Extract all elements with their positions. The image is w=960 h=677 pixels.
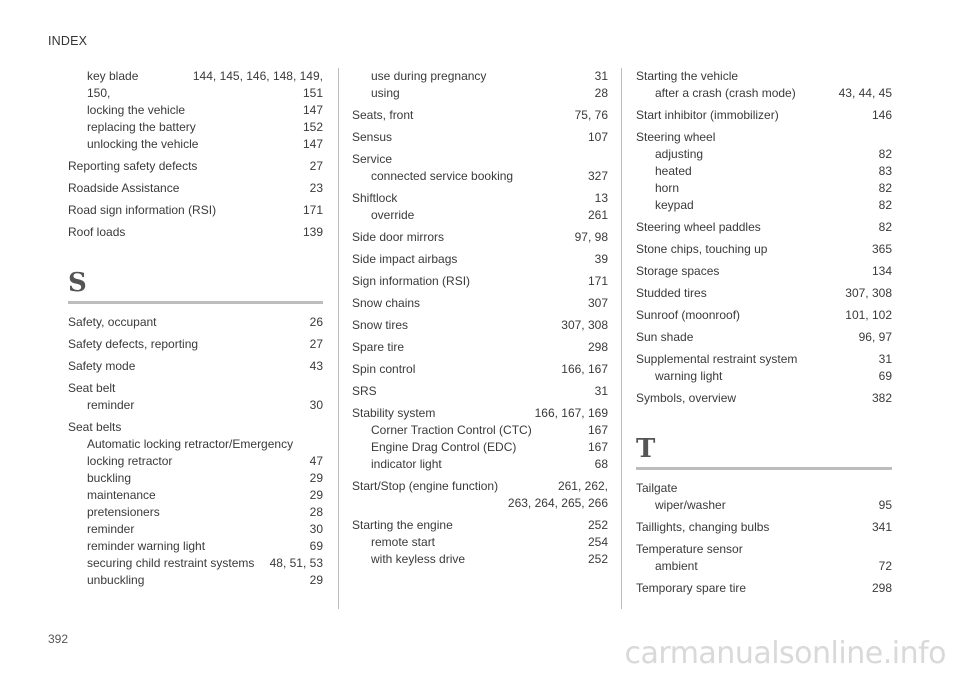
index-subterm [68,85,323,102]
index-entry [352,317,608,334]
index-term [636,390,892,407]
index-term [636,68,892,85]
page-header-title: INDEX [48,34,88,48]
index-subterm [352,495,608,512]
watermark: carmanualsonline.info [624,636,946,671]
page-reference: 27 [309,337,323,351]
entry-group [352,68,608,568]
index-subterm [68,102,323,119]
index-term [352,190,608,207]
page-reference: 167 [587,440,608,454]
entry-group [636,68,892,407]
index-subterm [352,534,608,551]
term-text: with keyless drive [371,552,466,566]
page-reference: 30 [309,522,323,536]
index-entry [352,405,608,473]
page-reference: 23 [309,181,323,195]
term-text: maintenance [87,488,156,502]
index-term [68,180,323,197]
index-entry [636,68,892,102]
section-letter-heading: T [636,434,656,464]
index-subterm [352,168,608,185]
index-term [636,307,892,324]
term-text: Taillights, changing bulbs [636,520,770,534]
page-reference: 107 [587,130,608,144]
term-text: Safety, occupant [68,315,157,329]
index-entry [636,480,892,514]
term-text: reminder warning light [87,539,206,553]
term-text: Snow chains [352,296,421,310]
index-subterm [352,456,608,473]
term-text: Studded tires [636,286,707,300]
page-reference: 171 [587,274,608,288]
page-reference: 95 [878,498,892,512]
index-entry [636,541,892,575]
term-text: locking the vehicle [87,103,186,117]
index-entry [352,229,608,246]
term-text: Side impact airbags [352,252,458,266]
index-entry [68,158,323,175]
index-entry [636,580,892,597]
term-text: Corner Traction Control (CTC) [371,423,532,437]
index-subterm [352,439,608,456]
index-term [68,224,323,241]
term-text: Stone chips, touching up [636,242,768,256]
index-term [352,273,608,290]
page-reference: 69 [309,539,323,553]
term-text: Seats, front [352,108,414,122]
index-entry [352,339,608,356]
index-term [352,295,608,312]
term-text: wiper/washer [655,498,726,512]
page-reference: 146 [871,108,892,122]
page-reference: 31 [594,69,608,83]
page-reference: 48, 51, 53 [269,556,323,570]
index-column-2 [352,68,608,573]
index-term [352,251,608,268]
page-reference: 134 [871,264,892,278]
page-reference: 39 [594,252,608,266]
page-reference: 167 [587,423,608,437]
index-entry [352,68,608,102]
term-text: adjusting [655,147,704,161]
term-text: Safety mode [68,359,136,373]
index-entry [68,202,323,219]
index-subterm [636,85,892,102]
index-subterm [68,504,323,521]
page-reference: 28 [594,86,608,100]
page-reference: 30 [309,398,323,412]
entry-group [68,314,323,589]
term-text: horn [655,181,680,195]
term-text: Storage spaces [636,264,720,278]
index-entry [636,329,892,346]
term-text: Shiftlock [352,191,398,205]
term-text: using [371,86,400,100]
index-term [352,405,608,422]
page-reference: 147 [302,103,323,117]
term-text: indicator light [371,457,442,471]
term-text: buckling [87,471,132,485]
term-text: locking retractor [87,454,173,468]
index-subterm [68,538,323,555]
term-text: Side door mirrors [352,230,445,244]
index-subterm [352,551,608,568]
section-letter-heading: S [68,268,87,298]
page-reference: 29 [309,573,323,587]
index-entry [68,314,323,331]
index-term [636,263,892,280]
index-term [352,317,608,334]
index-subterm [68,470,323,487]
page-reference: 82 [878,181,892,195]
index-entry [352,151,608,185]
column-divider [621,68,622,609]
term-text: 150, [87,86,111,100]
index-term [68,380,323,397]
term-text: Tailgate [636,481,678,495]
index-column-1 [68,68,323,594]
index-subterm [68,136,323,153]
index-entry [68,180,323,197]
page-reference: 298 [871,581,892,595]
index-entry [352,517,608,568]
term-text: use during pregnancy [371,69,487,83]
page-reference: 341 [871,520,892,534]
term-text: Seat belt [68,381,116,395]
page-reference: 29 [309,471,323,485]
page-reference: 147 [302,137,323,151]
index-term [636,580,892,597]
term-text: securing child restraint systems [87,556,255,570]
page-reference: 382 [871,391,892,405]
term-text: Road sign information (RSI) [68,203,217,217]
term-text: replacing the battery [87,120,196,134]
page-reference: 151 [302,86,323,100]
term-text: Spare tire [352,340,405,354]
term-text: Temporary spare tire [636,581,747,595]
page-reference: 166, 167 [561,362,608,376]
index-subterm [636,558,892,575]
index-subterm [68,487,323,504]
index-subterm [352,85,608,102]
page-reference: 307, 308 [561,318,608,332]
term-text: Symbols, overview [636,391,737,405]
page-reference: 43, 44, 45 [838,86,892,100]
index-entry [352,383,608,400]
page-reference: 252 [587,552,608,566]
page-reference: 28 [309,505,323,519]
page-reference: 82 [878,220,892,234]
index-subterm [636,368,892,385]
page-reference: 43 [309,359,323,373]
page-reference: 27 [309,159,323,173]
index-subterm [352,68,608,85]
index-term [68,202,323,219]
index-entry [636,285,892,302]
index-column-3 [636,68,892,602]
index-entry [636,519,892,536]
index-subterm [68,119,323,136]
index-subterm [352,207,608,224]
term-text: Seat belts [68,420,122,434]
term-text: Stability system [352,406,436,420]
column-divider [338,68,339,609]
page-reference: 31 [878,352,892,366]
term-text: Safety defects, reporting [68,337,199,351]
term-text: pretensioners [87,505,160,519]
index-entry [68,380,323,414]
page-reference: 101, 102 [845,308,892,322]
index-entry [352,361,608,378]
term-text: Roadside Assistance [68,181,180,195]
term-text: Automatic locking retractor/Emergency [87,437,294,451]
index-term [352,339,608,356]
index-term [68,158,323,175]
page-number: 392 [48,632,69,646]
term-text: keypad [655,198,694,212]
page-reference: 263, 264, 265, 266 [507,496,608,510]
index-term [636,285,892,302]
term-text: Temperature sensor [636,542,743,556]
term-text: Supplemental restraint system [636,352,798,366]
index-entry [68,68,323,153]
term-text: Sensus [352,130,393,144]
page-reference: 166, 167, 169 [534,406,608,420]
term-text: Sunroof (moonroof) [636,308,741,322]
index-entry [352,478,608,512]
term-text: Steering wheel paddles [636,220,761,234]
index-term [636,241,892,258]
page-reference: 82 [878,147,892,161]
page-reference: 261 [587,208,608,222]
index-subterm [68,555,323,572]
index-entry [636,129,892,214]
index-subterm [68,397,323,414]
index-term [636,519,892,536]
term-text: Spin control [352,362,416,376]
section-letter-s [68,269,323,304]
section-letter-t [636,435,892,470]
entry-group [68,68,323,241]
index-term [352,107,608,124]
page-reference: 97, 98 [574,230,608,244]
term-text: Sign information (RSI) [352,274,471,288]
index-subterm [68,68,323,85]
term-text: Sun shade [636,330,694,344]
index-entry [68,336,323,353]
page-reference: 152 [302,120,323,134]
page-reference: 82 [878,198,892,212]
term-text: key blade [87,69,139,83]
index-subterm [636,197,892,214]
page-reference: 307 [587,296,608,310]
term-text: Engine Drag Control (EDC) [371,440,517,454]
term-text: remote start [371,535,436,549]
index-entry [352,295,608,312]
index-subterm [68,521,323,538]
index-term [352,229,608,246]
page-reference: 29 [309,488,323,502]
index-term [636,480,892,497]
term-text: SRS [352,384,377,398]
index-term [352,517,608,534]
index-term [352,151,608,168]
index-entry [636,241,892,258]
page-reference: 96, 97 [858,330,892,344]
page-reference: 327 [587,169,608,183]
page-reference: 261, 262, [557,479,608,493]
index-entry [352,129,608,146]
index-term [636,329,892,346]
page-reference: 47 [309,454,323,468]
term-text: after a crash (crash mode) [655,86,796,100]
page-reference: 75, 76 [574,108,608,122]
term-text: Snow tires [352,318,409,332]
term-text: Roof loads [68,225,126,239]
term-text: ambient [655,559,698,573]
index-subterm [68,453,323,470]
term-text: Start inhibitor (immobilizer) [636,108,779,122]
term-text: unlocking the vehicle [87,137,199,151]
page-reference: 144, 145, 146, 148, 149, [192,69,323,83]
term-text: Starting the vehicle [636,69,739,83]
index-entry [636,263,892,280]
index-term [352,478,608,495]
term-text: unbuckling [87,573,145,587]
index-term [68,314,323,331]
index-entry [68,419,323,589]
term-text: heated [655,164,692,178]
page-reference: 298 [587,340,608,354]
page-reference: 13 [594,191,608,205]
index-entry [68,224,323,241]
index-subterm [68,572,323,589]
index-entry [352,107,608,124]
term-text: Start/Stop (engine function) [352,479,499,493]
index-subterm [636,497,892,514]
page-reference: 31 [594,384,608,398]
index-term [352,383,608,400]
term-text: connected service booking [371,169,514,183]
page-reference: 139 [302,225,323,239]
term-text: reminder [87,398,135,412]
index-entry [636,219,892,236]
index-entry [352,190,608,224]
index-entry [352,273,608,290]
page-reference: 171 [302,203,323,217]
page-reference: 307, 308 [845,286,892,300]
entry-group [636,480,892,597]
term-text: Starting the engine [352,518,453,532]
index-term [68,336,323,353]
index-term [636,351,892,368]
page-reference: 69 [878,369,892,383]
index-entry [636,107,892,124]
term-text: Service [352,152,393,166]
page-reference: 254 [587,535,608,549]
index-entry [636,390,892,407]
index-entry [636,351,892,385]
page-reference: 26 [309,315,323,329]
section-divider [636,467,892,470]
index-subterm [636,180,892,197]
index-subterm [636,163,892,180]
term-text: reminder [87,522,135,536]
term-text: override [371,208,415,222]
index-term [636,129,892,146]
page-reference: 365 [871,242,892,256]
index-term [636,219,892,236]
page-reference: 252 [587,518,608,532]
index-term [352,361,608,378]
term-text: warning light [655,369,723,383]
index-term [636,541,892,558]
index-subterm [636,146,892,163]
index-term [68,419,323,436]
index-entry [68,358,323,375]
index-subterm [68,436,323,453]
term-text: Steering wheel [636,130,716,144]
index-entry [636,307,892,324]
section-divider [68,301,323,304]
index-subterm [352,422,608,439]
index-term [636,107,892,124]
page-reference: 72 [878,559,892,573]
term-text: Reporting safety defects [68,159,198,173]
index-term [68,358,323,375]
page-reference: 83 [878,164,892,178]
index-term [352,129,608,146]
index-entry [352,251,608,268]
page-reference: 68 [594,457,608,471]
